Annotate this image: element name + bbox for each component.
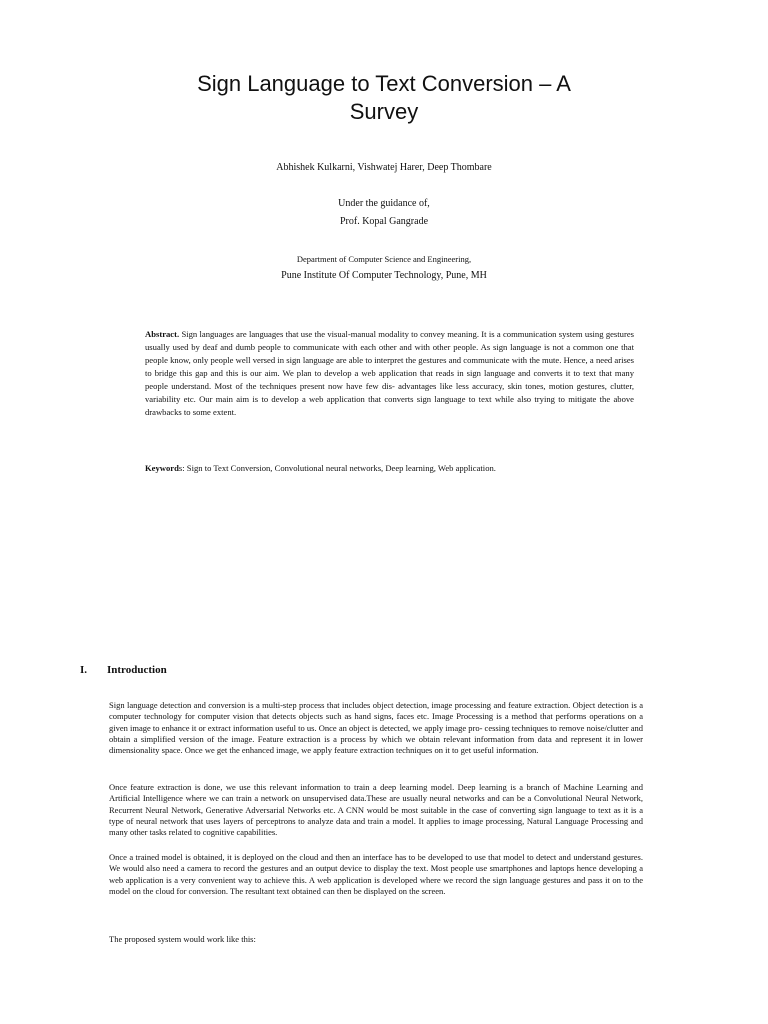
keywords-text: Sign to Text Conversion, Convolutional neural networks, Deep learning, Web application. — [186, 463, 496, 473]
keywords-label: Keyword — [145, 463, 179, 473]
intro-paragraph-3: Once a trained model is obtained, it is deployed on the cloud and then an interface has to be developed to use that model to detect and understand gestures. We would also need a camera to record the gestures and an output device to display the text. Most people use smartphones and laptops hence developing a web application is a very convenient way to achieve this. A web application is developed where we record the sign language gestures and pass it on to the model on the cloud for conversion. The resultant text obtained can then be displayed on the screen. — [109, 852, 643, 896]
abstract — [145, 328, 634, 419]
department: Department of Computer Science and Engineering, — [296, 254, 472, 264]
guidance-label: Under the guidance of, — [338, 198, 430, 209]
paper-title-line-2: Survey — [349, 99, 419, 124]
paper-title — [0, 70, 768, 126]
section-title: Introduction — [107, 664, 167, 676]
intro-paragraph-1: Sign language detection and conversion is a multi-step process that includes object detection, image processing and feature extraction. Object detection is a computer technology for computer vision that detects objects such as hand signs, faces etc. Image Processing is a method that performs operations on a given image to enhance it or extract information useful to us. Once an object is detected, we apply image pro- cessing techniques to remove noise/clutter and obtain a simplified version of the image. Feature extraction is a process by which we obtain relevant information from data and represent it in lower dimensionality space. Once we get the enhanced image, we apply feature extraction techniques on it to get useful information. — [109, 700, 643, 756]
intro-paragraph-4: The proposed system would work like this: — [109, 934, 256, 944]
intro-paragraph-2: Once feature extraction is done, we use this relevant information to train a deep learning model. Deep learning is a branch of Machine Learning and Artificial Intelligence where we can train a network on unsupervised data.These are usually neural networks and can be a Convolutional Neural Network, Recurrent Neural Network, Generative Adversarial Networks etc. A CNN would be most suitable in the case of converting sign language to text as it is a type of neural network that uses layers of perceptrons to analyze data and train a model. It applies to image processing, Natural Language Processing and many other tasks related to cognitive capabilities. — [109, 782, 643, 838]
section-number: I. — [80, 664, 88, 676]
institute: Pune Institute Of Computer Technology, Pune, MH — [281, 270, 487, 281]
paper-title-line-1: Sign Language to Text Conversion – A — [197, 71, 571, 96]
abstract-text: Sign languages are languages that use the visual-manual modality to convey meaning. It is a communication system using gestures usually used by deaf and dumb people to communicate with each other and with other people. As sign language is not a common one that people know, only people well versed in sign language are able to interpret the gestures and communicate with the mute. Hence, a need arises to bridge this gap and this is our aim. We plan to develop a web application that reads in sign language and converts it to text that many people understand. Most of the techniques present now have few dis- advantages like less accuracy, skin tones, motion gestures, clutter, variability etc. Our main aim is to develop a web application that converts sign language to text while also trying to mitigate the above drawbacks to some extent. — [145, 329, 634, 417]
guide-name: Prof. Kopal Gangrade — [339, 216, 429, 227]
abstract-label: Abstract. — [145, 329, 180, 339]
keywords — [145, 462, 634, 475]
section-heading-introduction — [80, 664, 167, 677]
authors: Abhishek Kulkarni, Vishwatej Harer, Deep Thombare — [276, 162, 492, 173]
keywords-label-suffix: s: — [178, 463, 187, 473]
